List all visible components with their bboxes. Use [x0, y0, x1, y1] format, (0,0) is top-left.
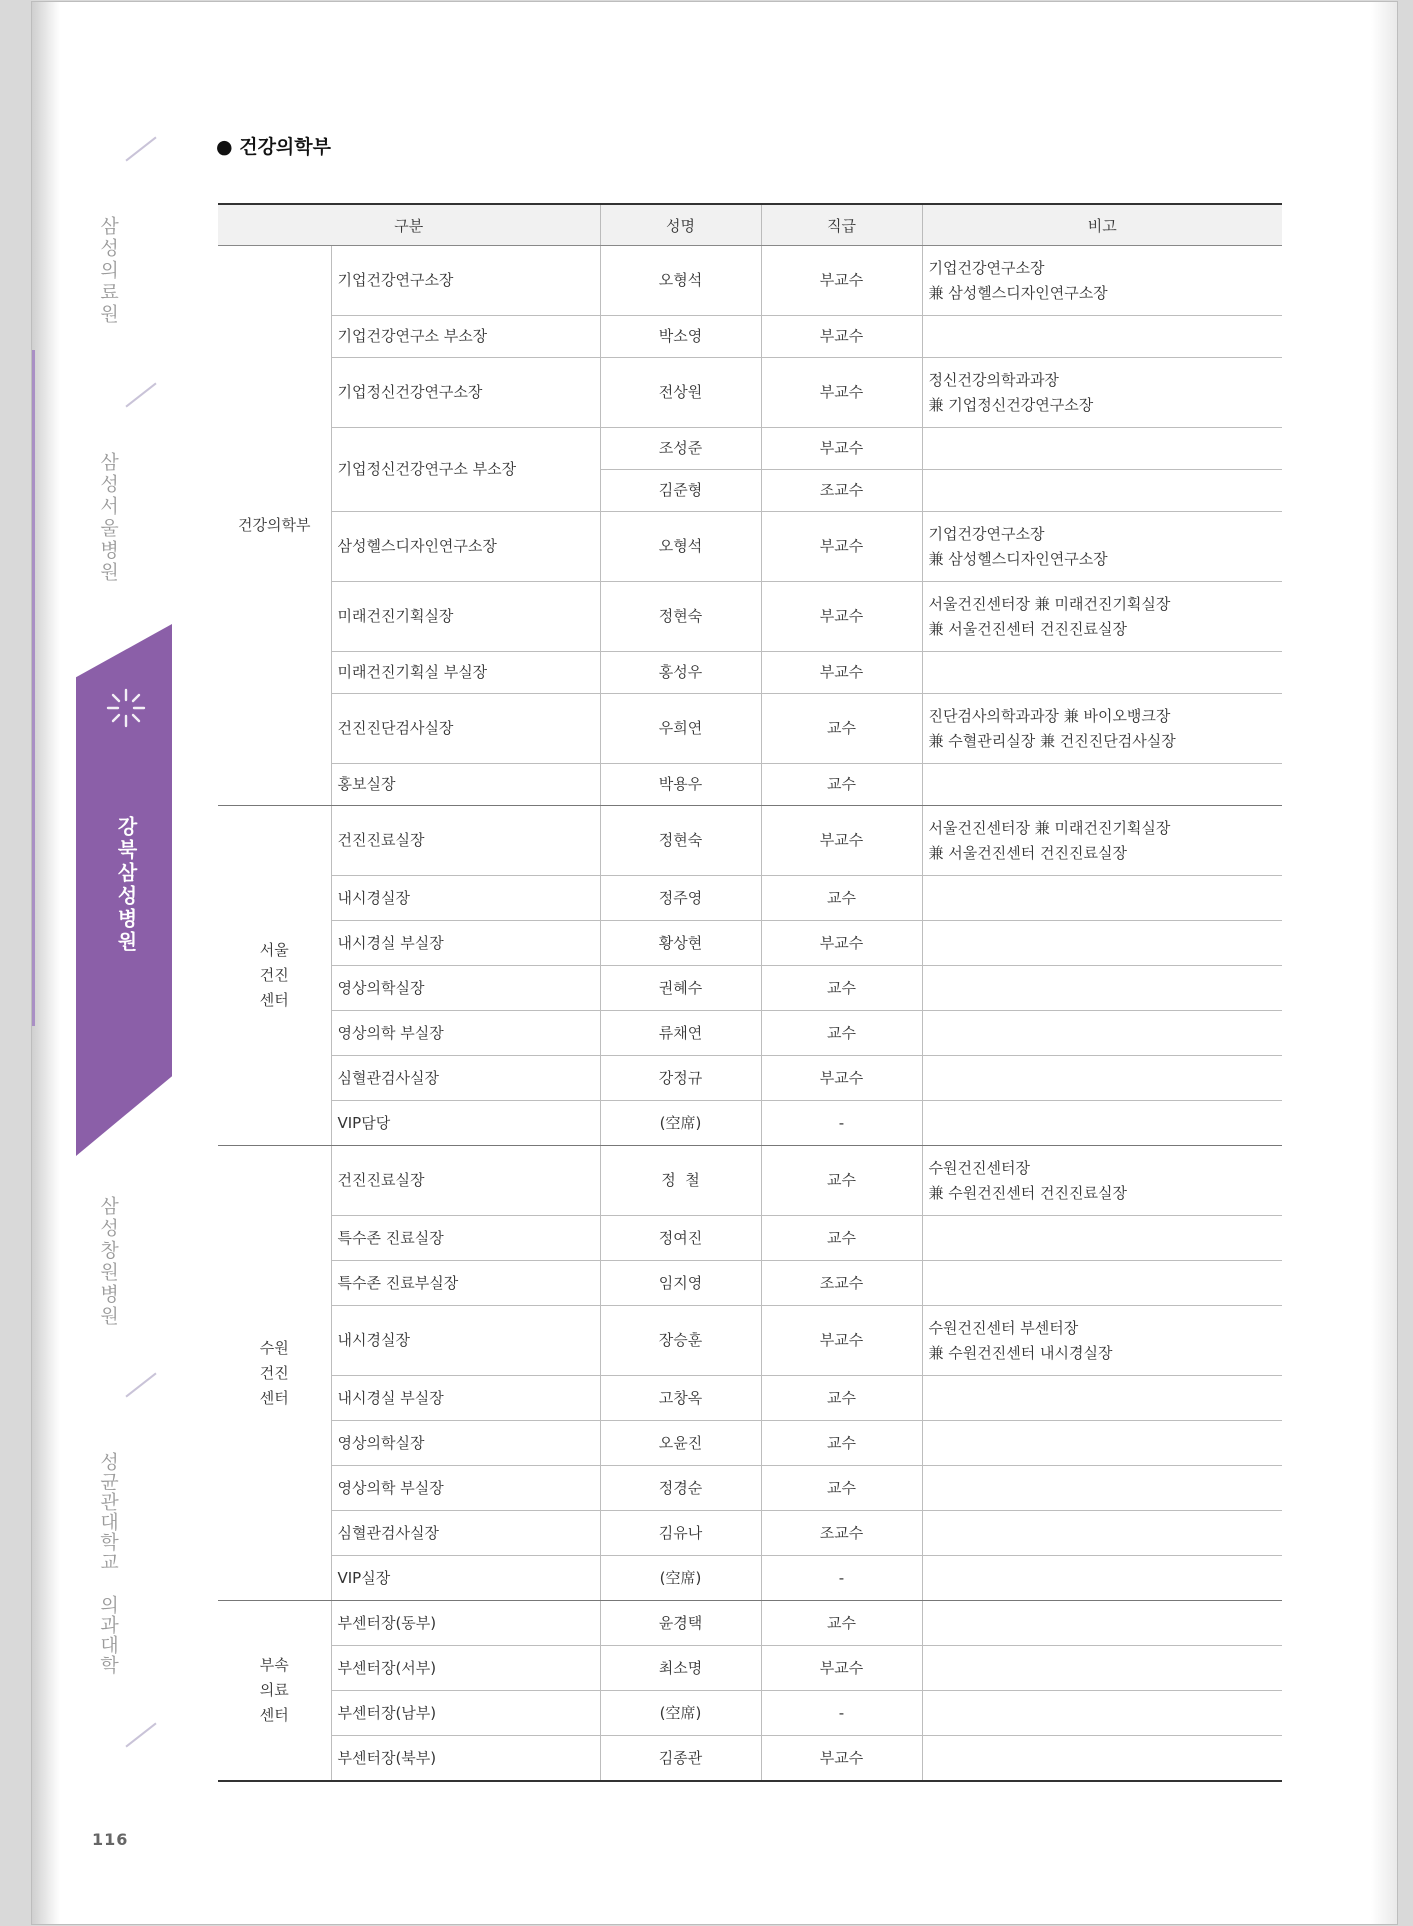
rank-cell: 교수	[761, 876, 922, 921]
table-row	[218, 582, 1282, 652]
note-cell	[922, 1646, 1282, 1691]
bullet-icon: ●	[216, 136, 233, 158]
name-cell: 오형석	[600, 246, 761, 316]
rank-cell: 교수	[761, 1011, 922, 1056]
position-cell: 기업건강연구소 부소장	[331, 316, 600, 358]
position-cell: 부센터장(남부)	[331, 1691, 600, 1736]
note-cell	[922, 470, 1282, 512]
rank-cell: 부교수	[761, 652, 922, 694]
group-label-line: 수원	[259, 1338, 289, 1357]
note-line: 서울건진센터장 兼 미래건진기획실장	[928, 594, 1171, 613]
group-label-line: 의료	[259, 1681, 289, 1699]
position-cell: 기업건강연구소장	[331, 246, 600, 316]
position-cell: 영상의학 부실장	[331, 1011, 600, 1056]
note-cell	[922, 316, 1282, 358]
note-cell	[922, 358, 1282, 428]
name-cell: 장승훈	[600, 1306, 761, 1376]
name-cell: 김종관	[600, 1736, 761, 1782]
name-cell: 박용우	[600, 764, 761, 806]
name-cell: 윤경택	[600, 1601, 761, 1646]
table-row	[218, 921, 1282, 966]
note-cell	[922, 1691, 1282, 1736]
position-cell: 심혈관검사실장	[331, 1511, 600, 1556]
table-row	[218, 512, 1282, 582]
note-cell	[922, 1736, 1282, 1782]
rank-cell: 부교수	[761, 1056, 922, 1101]
name-cell: (空席)	[600, 1556, 761, 1601]
note-cell	[922, 1261, 1282, 1306]
note-line: 兼 서울건진센터 건진진료실장	[928, 843, 1127, 862]
name-cell: 황상현	[600, 921, 761, 966]
group-label-line: 센터	[259, 991, 289, 1009]
name-cell: 권혜수	[600, 966, 761, 1011]
note-line: 기업건강연구소장	[928, 258, 1045, 277]
name-cell: 박소영	[600, 316, 761, 358]
rank-cell: 교수	[761, 1466, 922, 1511]
note-cell	[922, 764, 1282, 806]
side-tab-skku-medicine[interactable]: 성균관대학교 의과대학	[97, 1452, 119, 1675]
position-cell: 건진진료실장	[331, 806, 600, 876]
position-cell: VIP실장	[331, 1556, 600, 1601]
rank-cell: 교수	[761, 1216, 922, 1261]
spine-marker	[32, 350, 35, 1026]
name-cell: 오형석	[600, 512, 761, 582]
note-cell	[922, 582, 1282, 652]
group-label	[218, 806, 331, 1146]
staff-table	[218, 203, 1282, 1782]
name-cell: (空席)	[600, 1101, 761, 1146]
position-cell: 영상의학실장	[331, 1421, 600, 1466]
group-label-line: 센터	[259, 1706, 289, 1724]
note-line: 정신건강의학과과장	[928, 370, 1059, 389]
name-cell: 홍성우	[600, 652, 761, 694]
rank-cell: 교수	[761, 1376, 922, 1421]
table-row	[218, 1011, 1282, 1056]
group-label-line: 건진	[259, 966, 289, 984]
table-header-row	[218, 204, 1282, 246]
side-tab-samsung-changwon-hospital[interactable]: 삼성창원병원	[97, 1196, 119, 1328]
note-cell	[922, 1466, 1282, 1511]
table-row	[218, 806, 1282, 876]
table-row	[218, 1736, 1282, 1782]
position-cell: 부센터장(북부)	[331, 1736, 600, 1782]
note-cell	[922, 1101, 1282, 1146]
table-row	[218, 1101, 1282, 1146]
note-cell	[922, 1216, 1282, 1261]
table-row	[218, 1466, 1282, 1511]
note-cell	[922, 512, 1282, 582]
table-row	[218, 1306, 1282, 1376]
position-cell: 기업정신건강연구소장	[331, 358, 600, 428]
rank-cell: 교수	[761, 764, 922, 806]
rank-cell: 부교수	[761, 512, 922, 582]
position-cell: 미래건진기획실 부실장	[331, 652, 600, 694]
table-row	[218, 966, 1282, 1011]
header-rank: 직급	[761, 204, 922, 246]
note-line: 서울건진센터장 兼 미래건진기획실장	[928, 818, 1171, 837]
name-cell: 전상원	[600, 358, 761, 428]
name-cell: 최소명	[600, 1646, 761, 1691]
position-cell: 홍보실장	[331, 764, 600, 806]
position-cell: 건진진료실장	[331, 1146, 600, 1216]
name-cell: 임지영	[600, 1261, 761, 1306]
name-cell: 김준형	[600, 470, 761, 512]
name-cell: 김유나	[600, 1511, 761, 1556]
note-cell	[922, 1421, 1282, 1466]
name-cell: 정현숙	[600, 582, 761, 652]
table-row	[218, 1511, 1282, 1556]
note-cell	[922, 1056, 1282, 1101]
table-row	[218, 1056, 1282, 1101]
note-cell	[922, 1556, 1282, 1601]
note-cell	[922, 246, 1282, 316]
table-row	[218, 1146, 1282, 1216]
note-cell	[922, 1146, 1282, 1216]
name-cell: 류채연	[600, 1011, 761, 1056]
note-line: 기업건강연구소장	[928, 524, 1045, 543]
rank-cell: 부교수	[761, 806, 922, 876]
header-note: 비고	[922, 204, 1282, 246]
rank-cell: 교수	[761, 694, 922, 764]
rank-cell: 부교수	[761, 1646, 922, 1691]
rank-cell: 교수	[761, 966, 922, 1011]
side-tab-samsung-seoul-hospital[interactable]: 삼성서울병원	[97, 452, 119, 584]
note-line: 兼 수원건진센터 건진진료실장	[928, 1183, 1127, 1202]
rank-cell: 부교수	[761, 921, 922, 966]
position-cell: 기업정신건강연구소 부소장	[331, 428, 600, 512]
position-cell: 삼성헬스디자인연구소장	[331, 512, 600, 582]
note-cell	[922, 1011, 1282, 1056]
note-cell	[922, 428, 1282, 470]
rank-cell: 부교수	[761, 1736, 922, 1782]
rank-cell: 부교수	[761, 246, 922, 316]
rank-cell: 교수	[761, 1601, 922, 1646]
position-cell: 내시경실장	[331, 1306, 600, 1376]
table-row	[218, 694, 1282, 764]
group-label	[218, 1601, 331, 1782]
note-line: 兼 수원건진센터 내시경실장	[928, 1343, 1113, 1362]
note-cell	[922, 806, 1282, 876]
position-cell: 영상의학 부실장	[331, 1466, 600, 1511]
position-cell: 내시경실 부실장	[331, 921, 600, 966]
note-line: 수원건진센터장	[928, 1158, 1030, 1177]
table-row	[218, 876, 1282, 921]
note-cell	[922, 1306, 1282, 1376]
position-cell: 특수존 진료실장	[331, 1216, 600, 1261]
table-row	[218, 1601, 1282, 1646]
note-line: 兼 수혈관리실장 兼 건진진단검사실장	[928, 731, 1176, 750]
rank-cell: 부교수	[761, 316, 922, 358]
name-cell: 고창옥	[600, 1376, 761, 1421]
rank-cell: 교수	[761, 1421, 922, 1466]
group-label-line: 건강의학부	[238, 516, 311, 534]
rank-cell: 교수	[761, 1146, 922, 1216]
rank-cell: 부교수	[761, 428, 922, 470]
name-cell: 우희연	[600, 694, 761, 764]
position-cell: 부센터장(서부)	[331, 1646, 600, 1691]
note-line: 兼 서울건진센터 건진진료실장	[928, 619, 1127, 638]
position-cell: 부센터장(동부)	[331, 1601, 600, 1646]
rank-cell: 조교수	[761, 1511, 922, 1556]
rank-cell: -	[761, 1691, 922, 1736]
group-label	[218, 246, 331, 806]
rank-cell: 부교수	[761, 582, 922, 652]
note-cell	[922, 1601, 1282, 1646]
rank-cell: 조교수	[761, 1261, 922, 1306]
table-row	[218, 1261, 1282, 1306]
group-label-line: 건진	[259, 1363, 289, 1382]
position-cell: 영상의학실장	[331, 966, 600, 1011]
name-cell: 강정규	[600, 1056, 761, 1101]
note-cell	[922, 876, 1282, 921]
position-cell: 내시경실 부실장	[331, 1376, 600, 1421]
note-line: 兼 삼성헬스디자인연구소장	[928, 283, 1108, 302]
name-cell: 정주영	[600, 876, 761, 921]
table-row	[218, 358, 1282, 428]
rank-cell: 조교수	[761, 470, 922, 512]
table-row	[218, 1691, 1282, 1736]
note-line: 진단검사의학과과장 兼 바이오뱅크장	[928, 706, 1171, 725]
rank-cell: -	[761, 1101, 922, 1146]
sparkle-icon	[104, 686, 148, 730]
note-cell	[922, 1511, 1282, 1556]
rank-cell: 부교수	[761, 1306, 922, 1376]
group-label-line: 부속	[259, 1656, 289, 1674]
position-cell: 건진진단검사실장	[331, 694, 600, 764]
name-cell: 정현숙	[600, 806, 761, 876]
name-cell: 정경순	[600, 1466, 761, 1511]
note-line: 수원건진센터 부센터장	[928, 1318, 1079, 1337]
group-label-line: 센터	[259, 1388, 289, 1407]
note-line: 兼 기업정신건강연구소장	[928, 395, 1094, 414]
position-cell: 특수존 진료부실장	[331, 1261, 600, 1306]
name-cell: 조성준	[600, 428, 761, 470]
rank-cell: 부교수	[761, 358, 922, 428]
table-row	[218, 246, 1282, 316]
note-cell	[922, 921, 1282, 966]
book-spine	[32, 2, 60, 1924]
table-row	[218, 1216, 1282, 1261]
table-row	[218, 1376, 1282, 1421]
table-row	[218, 1556, 1282, 1601]
section-title-text: 건강의학부	[239, 136, 331, 158]
note-cell	[922, 966, 1282, 1011]
name-cell: 오윤진	[600, 1421, 761, 1466]
side-tab-kangbuk-samsung-hospital[interactable]: 강북삼성병원	[114, 816, 138, 954]
section-title	[216, 132, 331, 159]
header-name: 성명	[600, 204, 761, 246]
page-edge-shadow	[1371, 2, 1397, 1924]
position-cell: VIP담당	[331, 1101, 600, 1146]
name-cell: 정여진	[600, 1216, 761, 1261]
name-cell: 정 철	[600, 1146, 761, 1216]
position-cell: 심혈관검사실장	[331, 1056, 600, 1101]
table-row	[218, 1421, 1282, 1466]
table-row	[218, 652, 1282, 694]
rank-cell: -	[761, 1556, 922, 1601]
table-row	[218, 428, 1282, 470]
header-category: 구분	[218, 204, 600, 246]
note-cell	[922, 694, 1282, 764]
name-cell: (空席)	[600, 1691, 761, 1736]
table-row	[218, 1646, 1282, 1691]
note-cell	[922, 1376, 1282, 1421]
table-row	[218, 764, 1282, 806]
group-label-line: 서울	[259, 941, 289, 959]
position-cell: 미래건진기획실장	[331, 582, 600, 652]
position-cell: 내시경실장	[331, 876, 600, 921]
side-tab-samsung-medical-center[interactable]: 삼성의료원	[97, 216, 119, 326]
group-label	[218, 1146, 331, 1601]
note-cell	[922, 652, 1282, 694]
note-line: 兼 삼성헬스디자인연구소장	[928, 549, 1108, 568]
table-row	[218, 316, 1282, 358]
page-number: 116	[92, 1830, 129, 1849]
